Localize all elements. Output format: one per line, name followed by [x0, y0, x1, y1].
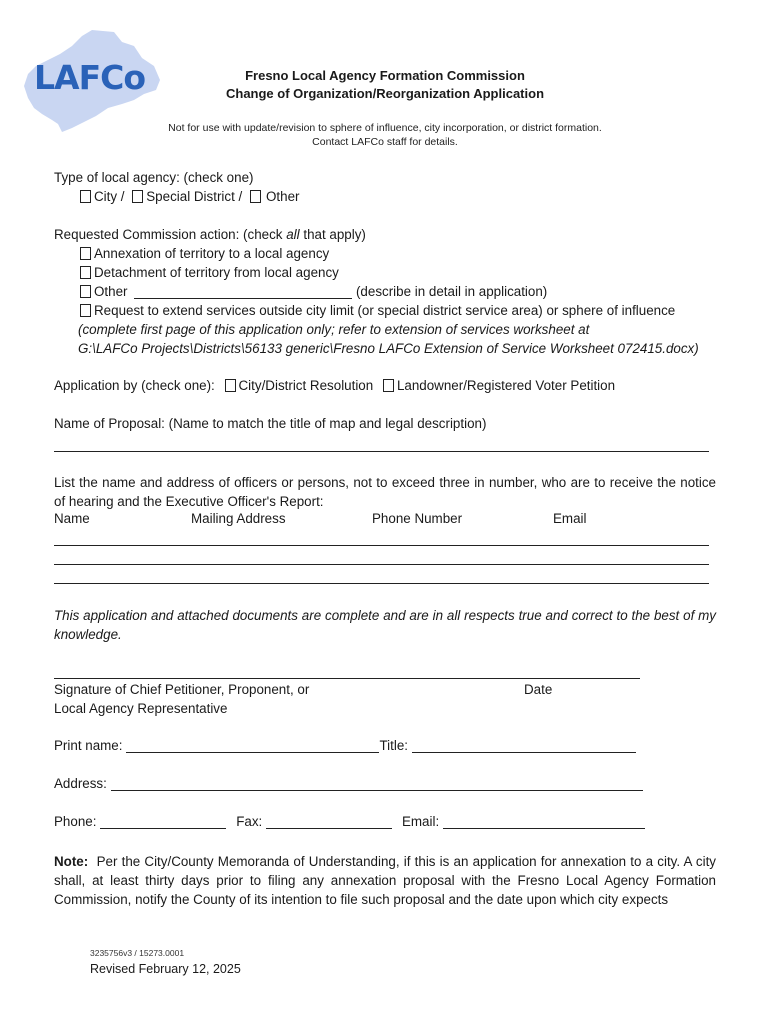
officer-row-1-field[interactable]	[54, 545, 709, 546]
signature-field[interactable]	[54, 678, 640, 679]
header-note-line2: Contact LAFCo staff for details.	[312, 136, 458, 148]
application-by-label: Application by (check one):	[54, 378, 215, 393]
commission-action-label-em: all	[286, 227, 300, 242]
commission-action-label-pre: Requested Commission action: (check	[54, 227, 287, 242]
note-label: Note:	[54, 854, 89, 869]
annexation-option-label: Annexation of territory to a local agency	[94, 246, 330, 261]
signature-label-line1: Signature of Chief Petitioner, Proponent, or	[54, 682, 310, 697]
title-field[interactable]	[412, 739, 636, 753]
proposal-name-field[interactable]	[54, 451, 709, 452]
extend-services-option	[80, 303, 675, 318]
document-id: 3235756v3 / 15273.0001	[90, 948, 185, 958]
city-district-resolution-checkbox[interactable]	[225, 379, 236, 392]
other-agency-option-label: Other	[265, 189, 300, 204]
fax-field[interactable]	[266, 815, 392, 829]
note-text: Per the City/County Memoranda of Understanding, if this is an application for annexation to a city. A city shall, at least thirty days prior to filing any annexation proposal with the Fresno Local Agency Formation Commission, notify the County of its intention to file such proposal and the date upon which city expects	[54, 854, 716, 907]
other-action-field[interactable]	[134, 285, 352, 299]
extend-services-checkbox[interactable]	[80, 304, 91, 317]
extend-services-note-line1: (complete first page of this application only; refer to extension of services worksheet at	[78, 322, 590, 337]
officer-row-2-field[interactable]	[54, 564, 709, 565]
header-note-line1: Not for use with update/revision to sphere of influence, city incorporation, or district formation.	[168, 122, 602, 134]
commission-action-label	[54, 227, 366, 242]
phone-label: Phone:	[54, 814, 97, 829]
special-district-checkbox[interactable]	[132, 190, 143, 203]
email-label: Email:	[401, 814, 440, 829]
extend-services-option-label: Request to extend services outside city limit (or special district service area) or sphere of influence	[94, 303, 676, 318]
officer-row-3-field[interactable]	[54, 583, 709, 584]
print-name-field[interactable]	[126, 739, 379, 753]
officers-col-address: Mailing Address	[191, 511, 286, 526]
certification-statement: This application and attached documents are complete and are in all respects true and correct to the best of my knowledge.	[54, 608, 716, 642]
officers-col-name: Name	[54, 511, 90, 526]
commission-action-label-post: that apply)	[299, 227, 366, 242]
city-option-label: City /	[94, 189, 125, 204]
detachment-checkbox[interactable]	[80, 266, 91, 279]
special-district-option-label: Special District /	[146, 189, 243, 204]
agency-type-label: Type of local agency: (check one)	[54, 170, 254, 185]
agency-type-options	[80, 189, 299, 204]
other-action-suffix: (describe in detail in application)	[355, 284, 548, 299]
extend-services-note-line2: G:\LAFCo Projects\Districts\56133 generic\Fresno LAFCo Extension of Service Worksheet 072415.docx)	[78, 341, 699, 356]
landowner-petition-label: Landowner/Registered Voter Petition	[396, 378, 616, 393]
logo-text: LAFCo	[34, 58, 145, 97]
address-row	[54, 776, 643, 791]
city-checkbox[interactable]	[80, 190, 91, 203]
phone-fax-email-row	[54, 814, 645, 829]
phone-field[interactable]	[100, 815, 226, 829]
officers-col-phone: Phone Number	[372, 511, 463, 526]
revised-date: Revised February 12, 2025	[90, 962, 241, 976]
header-title-line2: Change of Organization/Reorganization Application	[225, 86, 545, 101]
other-action-checkbox[interactable]	[80, 285, 91, 298]
landowner-petition-checkbox[interactable]	[383, 379, 394, 392]
annexation-checkbox[interactable]	[80, 247, 91, 260]
other-agency-checkbox[interactable]	[250, 190, 261, 203]
print-name-label: Print name:	[54, 738, 123, 753]
other-action-option	[80, 284, 547, 299]
other-action-option-label: Other	[94, 284, 128, 299]
address-label: Address:	[54, 776, 107, 791]
lafco-logo	[22, 28, 164, 132]
address-field[interactable]	[111, 777, 643, 791]
annexation-option	[80, 246, 329, 261]
title-label: Title:	[379, 738, 409, 753]
officers-instructions: List the name and address of officers or persons, not to exceed three in number, who are to receive the notice of hearing and the Executive Officer's Report:	[54, 475, 716, 509]
application-by-row	[54, 378, 615, 393]
print-name-row	[54, 738, 636, 753]
email-field[interactable]	[443, 815, 645, 829]
signature-label-line2: Local Agency Representative	[54, 701, 228, 716]
detachment-option-label: Detachment of territory from local agency	[94, 265, 339, 280]
date-label: Date	[524, 682, 553, 697]
header-title-line1: Fresno Local Agency Formation Commission	[245, 68, 525, 83]
fax-label: Fax:	[236, 814, 263, 829]
detachment-option	[80, 265, 339, 280]
officers-col-email: Email	[553, 511, 587, 526]
annexation-note	[54, 852, 716, 909]
proposal-name-label: Name of Proposal: (Name to match the title of map and legal description)	[54, 416, 487, 431]
city-district-resolution-label: City/District Resolution	[238, 378, 374, 393]
